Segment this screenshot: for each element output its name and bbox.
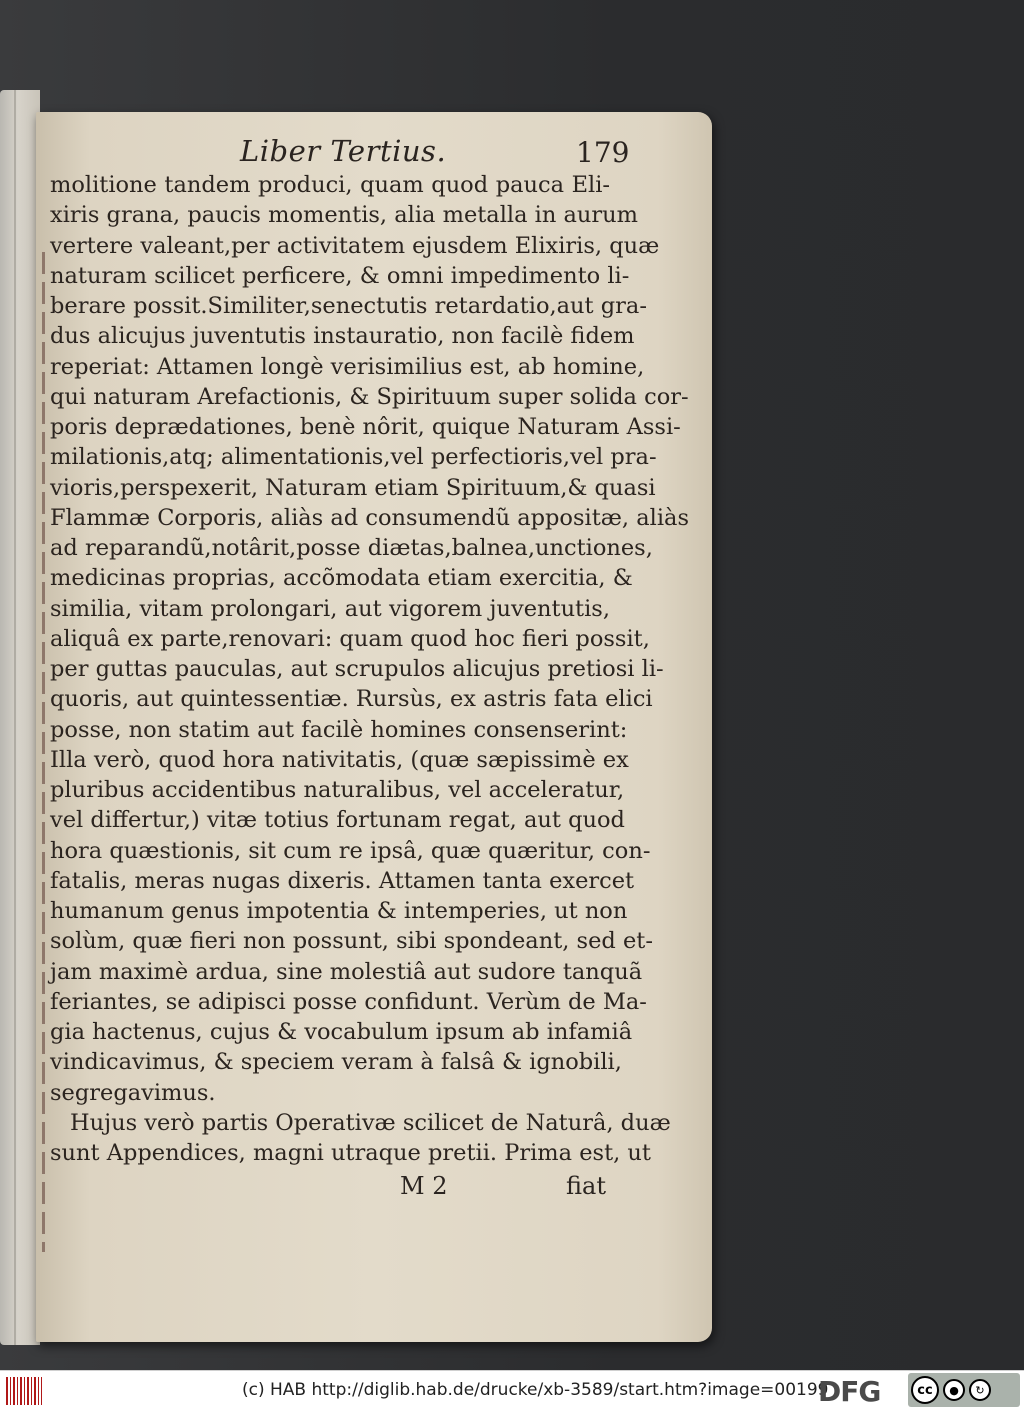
running-head	[36, 132, 712, 172]
barcode-icon	[6, 1377, 42, 1405]
text-line: vel differtur,) vitæ totius fortunam regat, aut quod	[50, 807, 625, 834]
running-head-title: Liber Tertius.	[240, 134, 447, 168]
text-line: poris deprædationes, benè nôrit, quique Naturam Assi-	[50, 414, 681, 440]
text-line: solùm, quæ fieri non possunt, sibi spondeant, sed et-	[50, 928, 653, 955]
text-line: jam maximè ardua, sine molestiâ aut sudore tanquã	[50, 958, 643, 985]
text-line: Illa verò, quod hora nativitatis, (quæ sæpissimè ex	[50, 746, 629, 773]
text-line: feriantes, se adipisci posse confidunt. Verùm de Ma-	[50, 988, 647, 1015]
text-line: segregavimus.	[50, 1079, 216, 1106]
viewer-footer	[0, 1370, 1024, 1410]
text-line: milationis,atq; alimentationis,vel perfectioris,vel pra-	[50, 444, 657, 471]
text-line: berare possit.Similiter,senectutis retardatio,aut gra-	[50, 293, 647, 319]
text-line: ad reparandũ,notârit,posse diætas,balnea,unctiones,	[50, 535, 653, 561]
text-line: posse, non statim aut facilè homines consenserint:	[50, 716, 628, 743]
text-line: molitione tandem produci, quam quod pauca Eli-	[50, 172, 610, 198]
text-line: Hujus verò partis Operativæ scilicet de Naturâ, duæ	[70, 1109, 671, 1136]
dfg-logo: DFG	[818, 1375, 881, 1408]
text-line: humanum genus impotentia & intemperies, ut non	[50, 898, 628, 924]
text-line: naturam scilicet perficere, & omni impedimento li-	[50, 262, 630, 289]
text-line: vioris,perspexerit, Naturam etiam Spirituum,& quasi	[50, 474, 656, 501]
signature-mark: M 2	[400, 1172, 448, 1200]
text-line: dus alicujus juventutis instauratio, non facilè fidem	[50, 323, 635, 350]
text-line: hora quæstionis, sit cum re ipsâ, quæ quæritur, con-	[50, 837, 651, 864]
by-icon: ●	[943, 1379, 965, 1401]
body-text	[50, 170, 689, 1168]
left-page-edges	[0, 90, 40, 1345]
text-line: qui naturam Arefactionis, & Spirituum super solida cor-	[50, 383, 689, 410]
cc-icon: cc	[911, 1376, 939, 1404]
text-line: similia, vitam prolongari, aut vigorem juventutis,	[50, 595, 610, 622]
text-line: aliquâ ex parte,renovari: quam quod hoc fieri possit,	[50, 625, 650, 652]
margin-ink-marks	[42, 252, 45, 1252]
text-line: fatalis, meras nugas dixeris. Attamen tanta exercet	[50, 867, 635, 894]
text-line: per guttas pauculas, aut scrupulos alicujus pretiosi li-	[50, 656, 664, 682]
text-line: medicinas proprias, accõmodata etiam exercitia, &	[50, 565, 633, 592]
text-line: Flammæ Corporis, aliàs ad consumendũ appositæ, aliàs	[50, 504, 689, 531]
copyright-notice[interactable]: (c) HAB http://diglib.hab.de/drucke/xb-3589/start.htm?image=00199	[242, 1380, 829, 1400]
page-number: 179	[576, 136, 630, 169]
book-page	[36, 112, 712, 1342]
text-line: pluribus accidentibus naturalibus, vel acceleratur,	[50, 777, 625, 803]
text-line: vertere valeant,per activitatem ejusdem Elixiris, quæ	[50, 232, 660, 259]
catchword: fiat	[566, 1172, 606, 1200]
text-line: reperiat: Attamen longè verisimilius est, ab homine,	[50, 353, 645, 380]
sa-icon: ↻	[969, 1379, 991, 1401]
page-footer-line	[36, 1172, 712, 1206]
text-line: sunt Appendices, magni utraque pretii. Prima est, ut	[50, 1140, 651, 1166]
text-line: quoris, aut quintessentiæ. Rursùs, ex astris fata elici	[50, 686, 653, 713]
license-badge[interactable]	[908, 1373, 1020, 1407]
text-line: vindicavimus, & speciem veram à falsâ & ignobili,	[50, 1049, 622, 1076]
text-line: gia hactenus, cujus & vocabulum ipsum ab infamiâ	[50, 1019, 633, 1045]
text-line: xiris grana, paucis momentis, alia metalla in aurum	[50, 202, 638, 229]
